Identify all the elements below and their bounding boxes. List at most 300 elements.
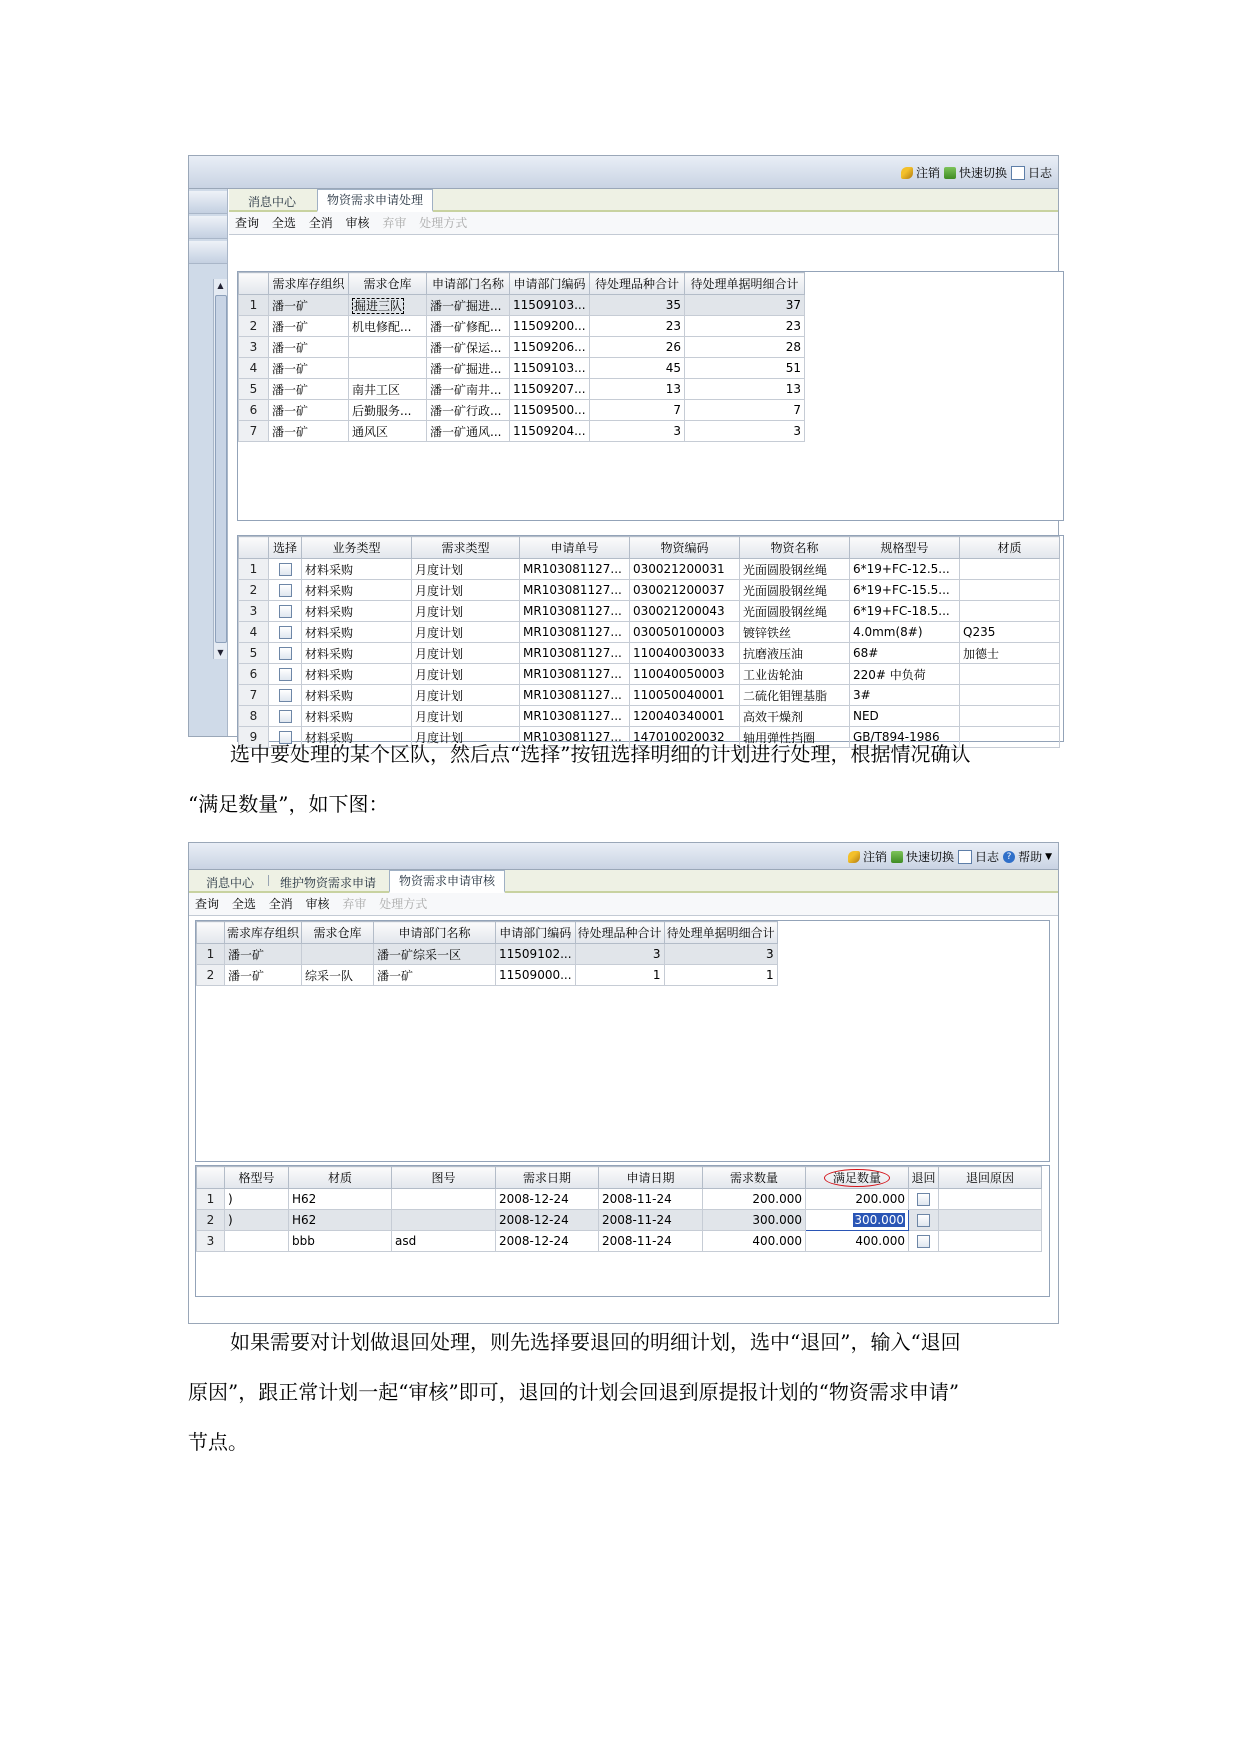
row-number: 1: [239, 559, 269, 580]
return-cell[interactable]: [909, 1189, 939, 1210]
logout-link[interactable]: 注销: [848, 848, 887, 865]
cell[interactable]: 110050040001: [630, 685, 740, 706]
review-button[interactable]: 审核: [305, 897, 330, 911]
cell[interactable]: 潘一矿综采一区: [374, 944, 496, 965]
cell[interactable]: 68#: [850, 643, 960, 664]
cell[interactable]: 月度计划: [412, 727, 520, 748]
column-header[interactable]: 需求库存组织: [225, 922, 302, 944]
table-row[interactable]: [239, 601, 1060, 622]
quick-switch-link[interactable]: 快速切换: [944, 164, 1007, 181]
cell[interactable]: 光面圆股钢丝绳: [740, 559, 850, 580]
column-header[interactable]: 申请部门名称: [427, 273, 510, 295]
column-header[interactable]: 业务类型: [302, 537, 412, 559]
cell[interactable]: 材料采购: [302, 580, 412, 601]
cell[interactable]: MR103081127...: [520, 559, 630, 580]
cancel-all-button[interactable]: 全消: [268, 897, 293, 911]
cell[interactable]: 1: [664, 965, 777, 986]
cell[interactable]: 3#: [850, 685, 960, 706]
table-row[interactable]: [239, 685, 1060, 706]
select-cell[interactable]: [269, 664, 302, 685]
cell[interactable]: bbb: [289, 1231, 392, 1252]
table-row[interactable]: [197, 944, 778, 965]
cell[interactable]: 11509103...: [510, 358, 590, 379]
cell[interactable]: 3: [590, 421, 685, 442]
row-number: 7: [239, 685, 269, 706]
tab-material-request-processing[interactable]: 物资需求申请处理: [317, 189, 433, 212]
tab-strip: [229, 189, 1058, 212]
row-number: 9: [239, 727, 269, 748]
cell[interactable]: 35: [590, 295, 685, 316]
select-cell[interactable]: [269, 559, 302, 580]
cell[interactable]: 4.0mm(8#): [850, 622, 960, 643]
cell[interactable]: 11509200...: [510, 316, 590, 337]
column-header[interactable]: 申请部门编码: [496, 922, 576, 944]
cell[interactable]: MR103081127...: [520, 706, 630, 727]
column-header[interactable]: 材质: [289, 1167, 392, 1189]
cell[interactable]: MR103081127...: [520, 580, 630, 601]
cell[interactable]: 26: [590, 337, 685, 358]
cell[interactable]: MR103081127...: [520, 685, 630, 706]
cell[interactable]: 13: [685, 379, 805, 400]
cell[interactable]: Q235: [960, 622, 1060, 643]
cell[interactable]: 潘一矿: [269, 295, 349, 316]
row-number: 4: [239, 358, 269, 379]
row-number: 2: [197, 965, 225, 986]
cell[interactable]: 2008-12-24: [496, 1210, 599, 1231]
scroll-up-icon[interactable]: ▲: [217, 281, 224, 290]
column-header[interactable]: 待处理单据明细合计: [685, 273, 805, 295]
cell[interactable]: 光面圆股钢丝绳: [740, 580, 850, 601]
tab-message-center[interactable]: 消息中心: [206, 876, 255, 890]
screenshot-material-request-processing: [188, 155, 1059, 745]
row-number-header: [239, 537, 269, 559]
cell[interactable]: H62: [289, 1210, 392, 1231]
cell[interactable]: GB/T894-1986: [850, 727, 960, 748]
cell[interactable]: MR103081127...: [520, 664, 630, 685]
cell[interactable]: 潘一矿: [269, 358, 349, 379]
select-all-button[interactable]: 全选: [271, 216, 296, 230]
cell[interactable]: 材料采购: [302, 643, 412, 664]
cell[interactable]: 2008-11-24: [599, 1189, 703, 1210]
table-row[interactable]: [197, 1189, 1042, 1210]
column-header[interactable]: 退回原因: [939, 1167, 1042, 1189]
cell[interactable]: [349, 295, 427, 316]
detail-grid: [238, 536, 1060, 748]
select-checkbox[interactable]: [279, 689, 292, 702]
table-row[interactable]: [197, 965, 778, 986]
table-row[interactable]: [239, 421, 805, 442]
cell[interactable]: 潘一矿: [225, 944, 302, 965]
cell[interactable]: [349, 337, 427, 358]
cell[interactable]: 材料采购: [302, 727, 412, 748]
return-reason-cell[interactable]: [939, 1189, 1042, 1210]
cell[interactable]: 200.000: [703, 1189, 806, 1210]
row-number: 1: [239, 295, 269, 316]
cell[interactable]: 月度计划: [412, 622, 520, 643]
column-header[interactable]: 选择: [269, 537, 302, 559]
handling-method-button[interactable]: 处理方式: [379, 897, 428, 911]
row-number: 2: [239, 580, 269, 601]
summary-grid-panel: [237, 271, 1064, 521]
cell[interactable]: 11509500...: [510, 400, 590, 421]
satisfied-quantity-value: 300.000: [854, 1213, 904, 1227]
cell[interactable]: 轴用弹性挡圈: [740, 727, 850, 748]
return-cell[interactable]: [909, 1210, 939, 1231]
cell[interactable]: 220# 中负荷: [850, 664, 960, 685]
cell[interactable]: MR103081127...: [520, 601, 630, 622]
cell[interactable]: 潘一矿: [269, 400, 349, 421]
table-row[interactable]: [197, 1231, 1042, 1252]
sidebar-block[interactable]: [189, 191, 227, 214]
summary-grid: [196, 921, 778, 986]
table-row[interactable]: [239, 580, 1060, 601]
satisfied-quantity-input[interactable]: [806, 1210, 909, 1231]
cell[interactable]: 后勤服务...: [349, 400, 427, 421]
cell[interactable]: 综采一队: [302, 965, 374, 986]
column-header[interactable]: 需求库存组织: [269, 273, 349, 295]
return-reason-cell[interactable]: [939, 1210, 1042, 1231]
return-cell[interactable]: [909, 1231, 939, 1252]
cell[interactable]: [960, 559, 1060, 580]
cell[interactable]: 潘一矿: [269, 379, 349, 400]
cell[interactable]: H62: [289, 1189, 392, 1210]
tab-message-center[interactable]: 消息中心: [248, 195, 297, 209]
left-sidebar: [189, 189, 228, 736]
detail-grid-panel: [237, 535, 1064, 745]
cell[interactable]: 030021200031: [630, 559, 740, 580]
return-checkbox[interactable]: [917, 1235, 930, 1248]
table-row[interactable]: [197, 1210, 1042, 1231]
cell[interactable]: 37: [685, 295, 805, 316]
toolbar: [189, 893, 1058, 916]
cell[interactable]: [960, 727, 1060, 748]
column-header[interactable]: 申请日期: [599, 1167, 703, 1189]
satisfied-quantity-cell[interactable]: 400.000: [806, 1231, 909, 1252]
select-checkbox[interactable]: [279, 668, 292, 681]
cell[interactable]: 300.000: [703, 1210, 806, 1231]
cell[interactable]: 潘一矿修配...: [427, 316, 510, 337]
cell[interactable]: 11509000...: [496, 965, 576, 986]
cell[interactable]: 2008-11-24: [599, 1231, 703, 1252]
row-number: 3: [239, 337, 269, 358]
select-checkbox[interactable]: [279, 710, 292, 723]
return-checkbox[interactable]: [917, 1214, 930, 1227]
table-row[interactable]: [239, 643, 1060, 664]
table-row[interactable]: [239, 379, 805, 400]
summary-grid: [238, 272, 805, 442]
cell[interactable]: MR103081127...: [520, 622, 630, 643]
select-cell[interactable]: [269, 580, 302, 601]
cell[interactable]: 南井工区: [349, 379, 427, 400]
column-header[interactable]: 需求数量: [703, 1167, 806, 1189]
table-row[interactable]: [239, 706, 1060, 727]
cell[interactable]: 7: [685, 400, 805, 421]
table-row[interactable]: [239, 337, 805, 358]
top-bar: [189, 843, 1058, 870]
cancel-all-button[interactable]: 全消: [308, 216, 333, 230]
return-checkbox[interactable]: [917, 1193, 930, 1206]
select-cell[interactable]: [269, 601, 302, 622]
main-area: [189, 870, 1058, 1323]
cell[interactable]: 6*19+FC-15.5...: [850, 580, 960, 601]
quick-switch-link[interactable]: 快速切换: [891, 848, 954, 865]
switch-icon: [891, 851, 903, 863]
column-header[interactable]: 格型号: [225, 1167, 289, 1189]
cell[interactable]: 11509103...: [510, 295, 590, 316]
cell[interactable]: 通风区: [349, 421, 427, 442]
row-number-header: [197, 1167, 225, 1189]
cell[interactable]: 月度计划: [412, 685, 520, 706]
row-number: 3: [239, 601, 269, 622]
cell[interactable]: 147010020032: [630, 727, 740, 748]
cell[interactable]: [302, 944, 374, 965]
cell[interactable]: 6*19+FC-12.5...: [850, 559, 960, 580]
row-number-header: [197, 922, 225, 944]
table-row[interactable]: [239, 559, 1060, 580]
column-header[interactable]: 申请单号: [520, 537, 630, 559]
cell[interactable]: 45: [590, 358, 685, 379]
highlight-circle: 满足数量: [824, 1169, 890, 1187]
cell[interactable]: 潘一矿南井...: [427, 379, 510, 400]
cell[interactable]: 6*19+FC-18.5...: [850, 601, 960, 622]
cell[interactable]: 3: [664, 944, 777, 965]
column-header[interactable]: 物资编码: [630, 537, 740, 559]
screenshot-material-request-review: [188, 842, 1059, 1324]
cell[interactable]: 23: [590, 316, 685, 337]
log-icon: [1011, 166, 1025, 180]
column-header[interactable]: 物资名称: [740, 537, 850, 559]
query-button[interactable]: 查询: [195, 897, 220, 911]
cell[interactable]: 030021200043: [630, 601, 740, 622]
tab-strip: [189, 870, 1058, 893]
summary-grid-panel: [195, 920, 1050, 1162]
cell[interactable]: 潘一矿: [225, 965, 302, 986]
review-button[interactable]: 审核: [345, 216, 370, 230]
cell[interactable]: 110040050003: [630, 664, 740, 685]
cell[interactable]: 月度计划: [412, 664, 520, 685]
row-number: 2: [197, 1210, 225, 1231]
sidebar-scrollbar[interactable]: [213, 279, 227, 659]
column-header[interactable]: 需求仓库: [349, 273, 427, 295]
handling-method-button[interactable]: 处理方式: [419, 216, 468, 230]
table-row[interactable]: [239, 358, 805, 379]
chevron-down-icon[interactable]: ▼: [1045, 851, 1052, 862]
abandon-review-button[interactable]: 弃审: [342, 897, 367, 911]
switch-icon: [944, 167, 956, 179]
cell[interactable]: 2008-12-24: [496, 1189, 599, 1210]
query-button[interactable]: 查询: [235, 216, 260, 230]
select-cell[interactable]: [269, 706, 302, 727]
table-row[interactable]: [239, 622, 1060, 643]
instruction-text-line: 节点。: [188, 1430, 248, 1454]
cell[interactable]: ): [225, 1210, 289, 1231]
cell[interactable]: 高效干燥剂: [740, 706, 850, 727]
column-header[interactable]: 图号: [392, 1167, 496, 1189]
column-header[interactable]: 申请部门编码: [510, 273, 590, 295]
cell[interactable]: 潘一矿保运...: [427, 337, 510, 358]
column-header[interactable]: 退回: [909, 1167, 939, 1189]
row-number: 6: [239, 664, 269, 685]
cell[interactable]: 材料采购: [302, 559, 412, 580]
tab-material-request-review[interactable]: 物资需求申请审核: [389, 870, 505, 893]
row-number-header: [239, 273, 269, 295]
cell[interactable]: 月度计划: [412, 580, 520, 601]
cell[interactable]: 材料采购: [302, 601, 412, 622]
cell[interactable]: [225, 1231, 289, 1252]
cell[interactable]: MR103081127...: [520, 727, 630, 748]
cell[interactable]: 潘一矿通风...: [427, 421, 510, 442]
select-checkbox[interactable]: [279, 605, 292, 618]
cell[interactable]: 潘一矿行政...: [427, 400, 510, 421]
row-number: 3: [197, 1231, 225, 1252]
focused-cell-text: 掘进三队: [354, 298, 403, 313]
column-header[interactable]: 规格型号: [850, 537, 960, 559]
cell[interactable]: 镀锌铁丝: [740, 622, 850, 643]
cell[interactable]: 030050100003: [630, 622, 740, 643]
cell[interactable]: 工业齿轮油: [740, 664, 850, 685]
cell[interactable]: 400.000: [703, 1231, 806, 1252]
column-header[interactable]: 待处理品种合计: [575, 922, 664, 944]
column-header[interactable]: 待处理单据明细合计: [664, 922, 777, 944]
select-checkbox[interactable]: [279, 563, 292, 576]
scroll-thumb[interactable]: [215, 295, 227, 643]
table-row[interactable]: [239, 295, 805, 316]
cell[interactable]: 月度计划: [412, 601, 520, 622]
row-number: 5: [239, 643, 269, 664]
toolbar: [229, 212, 1058, 235]
column-header[interactable]: 待处理品种合计: [590, 273, 685, 295]
instruction-text-line: 如果需要对计划做退回处理，则先选择要退回的明细计划，选中“退回”，输入“退回: [230, 1330, 961, 1354]
detail-grid-panel: [195, 1165, 1050, 1297]
cell[interactable]: 1: [575, 965, 664, 986]
cell[interactable]: [960, 664, 1060, 685]
cell[interactable]: MR103081127...: [520, 643, 630, 664]
cell[interactable]: 材料采购: [302, 706, 412, 727]
cell[interactable]: [960, 601, 1060, 622]
cell[interactable]: 材料采购: [302, 622, 412, 643]
satisfied-quantity-cell[interactable]: 200.000: [806, 1189, 909, 1210]
cell[interactable]: 潘一矿: [269, 337, 349, 358]
cell[interactable]: 潘一矿掘进...: [427, 295, 510, 316]
cell[interactable]: 7: [590, 400, 685, 421]
cell[interactable]: [960, 685, 1060, 706]
log-link[interactable]: 日志: [958, 848, 999, 865]
cell[interactable]: [349, 358, 427, 379]
cell[interactable]: 二硫化钼锂基脂: [740, 685, 850, 706]
cell[interactable]: ): [225, 1189, 289, 1210]
help-link[interactable]: ? 帮助 ▼: [1003, 848, 1052, 865]
cell[interactable]: 材料采购: [302, 685, 412, 706]
column-header[interactable]: 申请部门名称: [374, 922, 496, 944]
table-row[interactable]: [239, 400, 805, 421]
cell[interactable]: 3: [575, 944, 664, 965]
select-all-button[interactable]: 全选: [231, 897, 256, 911]
cell[interactable]: 23: [685, 316, 805, 337]
column-header[interactable]: 需求仓库: [302, 922, 374, 944]
cell[interactable]: 51: [685, 358, 805, 379]
row-number: 1: [197, 944, 225, 965]
instruction-text-line: 选中要处理的某个区队，然后点“选择”按钮选择明细的计划进行处理，根据情况确认: [230, 742, 971, 766]
select-checkbox[interactable]: [279, 626, 292, 639]
cell[interactable]: 潘一矿掘进...: [427, 358, 510, 379]
cell[interactable]: [960, 706, 1060, 727]
sidebar-block[interactable]: [189, 241, 227, 264]
cell[interactable]: 材料采购: [302, 664, 412, 685]
cell[interactable]: 11509206...: [510, 337, 590, 358]
log-link[interactable]: 日志: [1011, 164, 1052, 181]
main-area: [229, 189, 1058, 745]
cell[interactable]: 光面圆股钢丝绳: [740, 601, 850, 622]
cell[interactable]: 13: [590, 379, 685, 400]
return-reason-cell[interactable]: [939, 1231, 1042, 1252]
cell[interactable]: 3: [685, 421, 805, 442]
cell[interactable]: 11509204...: [510, 421, 590, 442]
key-icon: [848, 851, 860, 863]
cell[interactable]: [392, 1210, 496, 1231]
cell[interactable]: [960, 580, 1060, 601]
cell[interactable]: asd: [392, 1231, 496, 1252]
cell[interactable]: [392, 1189, 496, 1210]
column-header[interactable]: 需求日期: [496, 1167, 599, 1189]
cell[interactable]: 11509207...: [510, 379, 590, 400]
select-checkbox[interactable]: [279, 584, 292, 597]
cell[interactable]: 潘一矿: [269, 421, 349, 442]
cell[interactable]: 月度计划: [412, 706, 520, 727]
logout-link[interactable]: 注销: [901, 164, 940, 181]
select-cell[interactable]: [269, 643, 302, 664]
top-bar: [189, 156, 1058, 189]
row-number: 8: [239, 706, 269, 727]
scroll-down-icon[interactable]: ▼: [217, 648, 224, 657]
table-row[interactable]: [239, 316, 805, 337]
table-row[interactable]: [239, 664, 1060, 685]
satisfied-quantity-header[interactable]: [806, 1167, 909, 1189]
cell[interactable]: 28: [685, 337, 805, 358]
column-header[interactable]: 材质: [960, 537, 1060, 559]
select-checkbox[interactable]: [279, 647, 292, 660]
cell[interactable]: 潘一矿: [374, 965, 496, 986]
row-number: 1: [197, 1189, 225, 1210]
row-number: 2: [239, 316, 269, 337]
tab-maintain-material-request[interactable]: 维护物资需求申请: [280, 876, 377, 890]
cell[interactable]: 11509102...: [496, 944, 576, 965]
tab-separator: [268, 875, 269, 886]
cell[interactable]: 2008-12-24: [496, 1231, 599, 1252]
cell[interactable]: 110040030033: [630, 643, 740, 664]
instruction-text-line: 原因”，跟正常计划一起“审核”即可，退回的计划会回退到原提报计划的“物资需求申请”: [188, 1380, 960, 1404]
log-icon: [958, 850, 972, 864]
cell[interactable]: 月度计划: [412, 643, 520, 664]
abandon-review-button[interactable]: 弃审: [382, 216, 407, 230]
cell[interactable]: 机电修配...: [349, 316, 427, 337]
cell[interactable]: 潘一矿: [269, 316, 349, 337]
cell[interactable]: 月度计划: [412, 559, 520, 580]
sidebar-block[interactable]: [189, 216, 227, 239]
column-header[interactable]: 需求类型: [412, 537, 520, 559]
cell[interactable]: 120040340001: [630, 706, 740, 727]
cell[interactable]: 2008-11-24: [599, 1210, 703, 1231]
help-icon: ?: [1003, 851, 1015, 863]
row-number: 6: [239, 400, 269, 421]
cell[interactable]: 加德士: [960, 643, 1060, 664]
cell[interactable]: 抗磨液压油: [740, 643, 850, 664]
cell[interactable]: NED: [850, 706, 960, 727]
select-cell[interactable]: [269, 685, 302, 706]
instruction-text-line: “满足数量”，如下图：: [188, 792, 389, 816]
cell[interactable]: 030021200037: [630, 580, 740, 601]
row-number: 5: [239, 379, 269, 400]
select-cell[interactable]: [269, 622, 302, 643]
